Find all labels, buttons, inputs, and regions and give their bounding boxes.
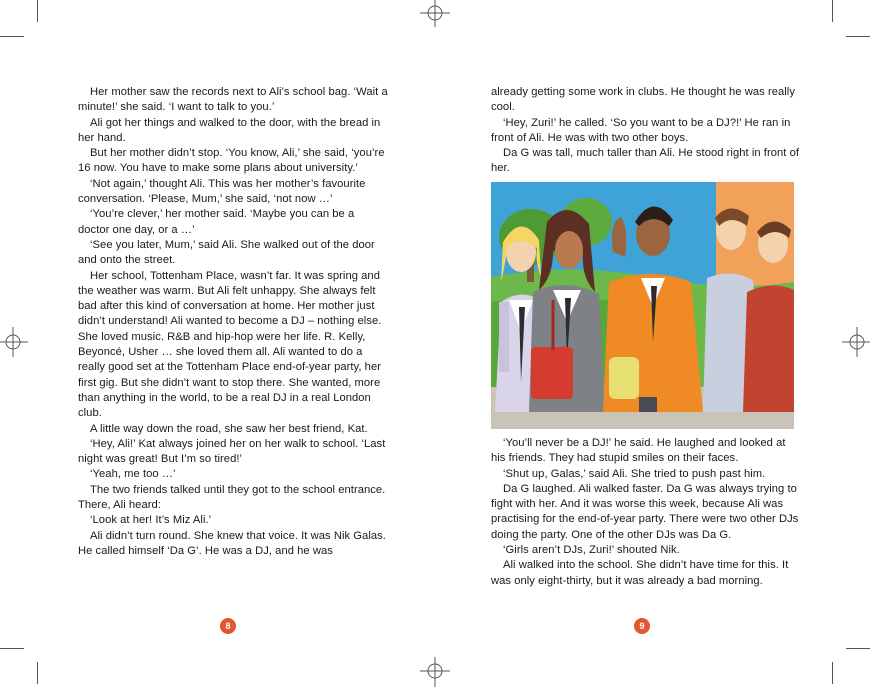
crop-mark: [0, 648, 24, 649]
registration-mark-icon: [840, 327, 870, 357]
paragraph: Her mother saw the records next to Ali’s school bag. ‘Wait a minute!’ she said. ‘I want to talk to you.’: [78, 86, 388, 114]
registration-mark-icon: [420, 657, 450, 687]
page-number-left: 8: [220, 618, 236, 634]
paragraph: The two friends talked until they got to the school entrance. There, Ali heard:: [78, 483, 386, 512]
paragraph: ‘Yeah, me too …’: [90, 468, 176, 481]
paragraph: ‘Shut up, Galas,’ said Ali. She tried to push past him.: [503, 467, 766, 480]
registration-mark-icon: [0, 327, 30, 357]
paragraph: But her mother didn’t stop. ‘You know, Ali,’ she said, ‘you’re 16 now. You have to make some plans about university.’: [78, 147, 385, 175]
paragraph: Ali didn’t turn round. She knew that voice. It was Nik Galas. He called himself ‘Da G’. He was a DJ, and he was: [78, 529, 386, 557]
crop-mark: [832, 0, 833, 22]
paragraph: ‘Look at her! It’s Miz Ali.’: [90, 514, 212, 527]
paragraph: Ali got her things and walked to the door, with the bread in her hand.: [78, 116, 381, 144]
paragraph: Ali walked into the school. She didn’t have time for this. It was only eight-thirty, but it was already a bad morning.: [491, 559, 789, 587]
paragraph: ‘Hey, Zuri!’ he called. ‘So you want to be a DJ?!’ He ran in front of Ali. He was with two other boys.: [491, 116, 791, 144]
registration-mark-icon: [420, 0, 450, 30]
paragraph: ‘Girls aren’t DJs, Zuri!’ shouted Nik.: [503, 544, 680, 557]
crop-mark: [832, 662, 833, 684]
paragraph: ‘You’ll never be a DJ!’ he said. He laughed and looked at his friends. They had stupid smiles on their faces.: [491, 437, 786, 465]
paragraph: ‘You’re clever,’ her mother said. ‘Maybe you can be a doctor one day, or a …’: [78, 208, 355, 236]
paragraph: A little way down the road, she saw her best friend, Kat.: [90, 422, 368, 435]
students-outside-school-illustration: [491, 182, 794, 429]
paragraph: ‘Not again,’ thought Ali. This was her mother’s favourite conversation. ‘Please, Mum,’ she said, ‘not now …’: [78, 177, 366, 206]
crop-mark: [0, 36, 24, 37]
paragraph: Her school, Tottenham Place, wasn’t far. It was spring and the weather was warm. But Ali felt unhappy. She always felt bad after this kind of conversation at home. Her mother just didn’t understand! Ali wanted to become a DJ – nothing else. She loved music. R&B and hip-hop were her life. R. Kelly, Beyoncé, Usher … she loved them all. Ali wanted to do a really good set at the Tottenham Place end-of-year party, her first gig. But she didn’t want to stop there. She wanted, more than anything in the world, to be a real DJ in a real London club.: [78, 269, 382, 420]
paragraph: ‘See you later, Mum,’ said Ali. She walked out of the door and onto the street.: [78, 238, 375, 267]
crop-mark: [37, 0, 38, 22]
paragraph: ‘Hey, Ali!’ Kat always joined her on her walk to school. ‘Last night was great! But I’m so tired!’: [78, 437, 386, 466]
page-number-right: 9: [634, 618, 650, 634]
right-page-body-top: [491, 85, 801, 177]
paragraph: Da G was tall, much taller than Ali. He stood right in front of her.: [491, 147, 800, 175]
crop-mark: [37, 662, 38, 684]
crop-mark: [846, 648, 870, 649]
paragraph: already getting some work in clubs. He thought he was really cool.: [491, 86, 795, 114]
crop-mark: [846, 36, 870, 37]
paragraph: Da G laughed. Ali walked faster. Da G was always trying to fight with her. And it was worse this week, because Ali was practising for the end-of-year party. There were two other DJs doing the party. One of the other DJs was Da G.: [491, 482, 799, 541]
right-page-body-bottom: [491, 436, 801, 589]
left-page-body: [78, 85, 388, 559]
